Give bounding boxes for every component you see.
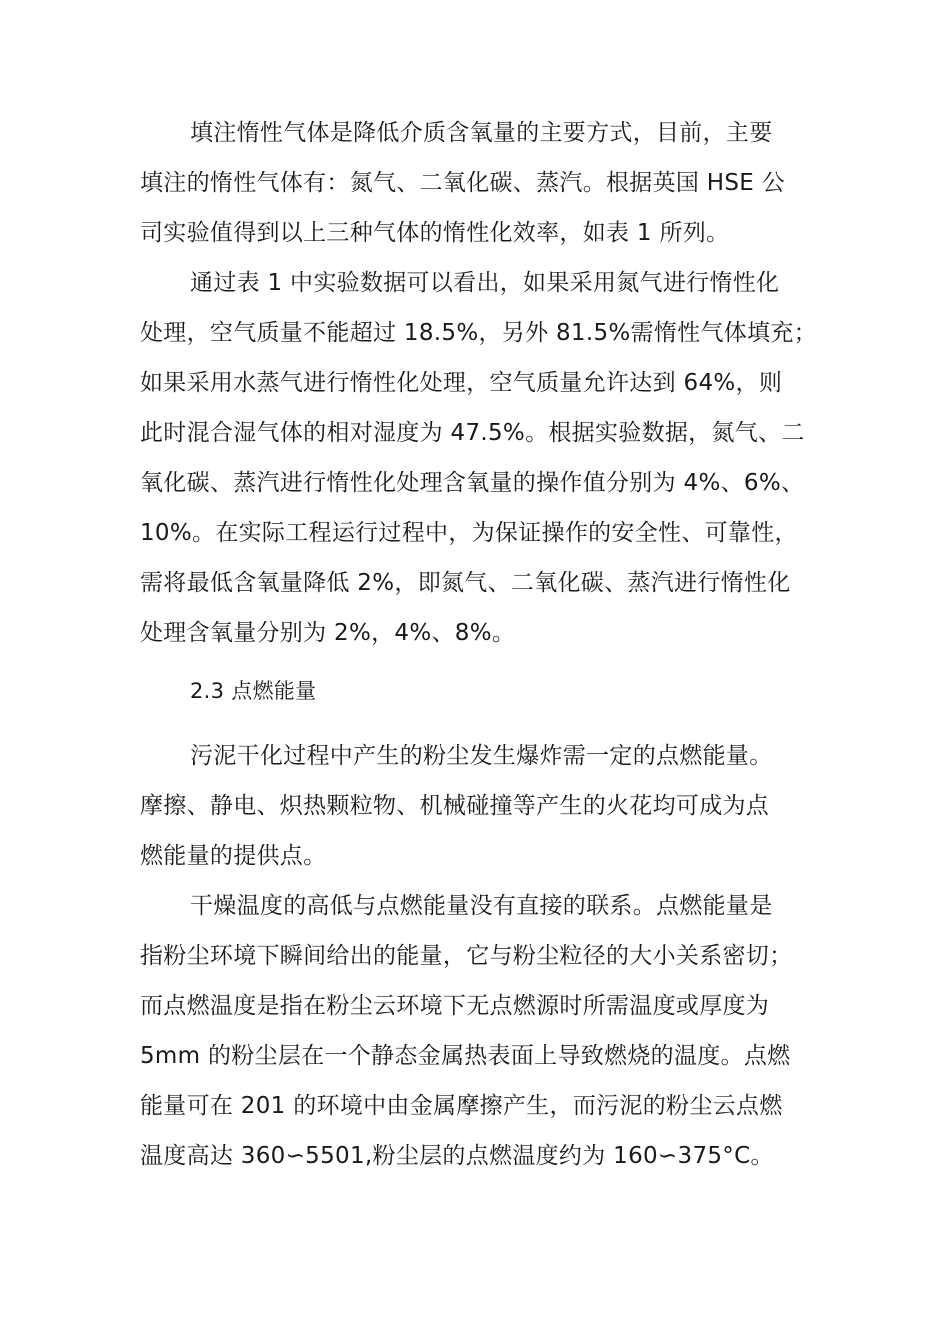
paragraph-4-line-2: 指粉尘环境下瞬间给出的能量，它与粉尘粒径的大小关系密切； [140, 943, 793, 969]
paragraph-4-line-6: 温度高达 360∽5501,粉尘层的点燃温度约为 160∽375°C。 [140, 1143, 774, 1169]
paragraph-3-line-2: 摩擦、静电、炽热颗粒物、机械碰撞等产生的火花均可成为点 [140, 793, 770, 819]
paragraph-4-line-1: 干燥温度的高低与点燃能量没有直接的联系。点燃能量是 [190, 893, 773, 919]
paragraph-4-line-4: 5mm 的粉尘层在一个静态金属热表面上导致燃烧的温度。点燃 [140, 1043, 791, 1069]
paragraph-2-line-2: 处理，空气质量不能超过 18.5%，另外 81.5%需惰性气体填充； [140, 320, 817, 346]
paragraph-1-line-2: 填注的惰性气体有：氮气、二氧化碳、蒸汽。根据英国 HSE 公 [140, 170, 786, 196]
paragraph-2-line-7: 需将最低含氧量降低 2%，即氮气、二氧化碳、蒸汽进行惰性化 [140, 570, 791, 596]
paragraph-1-line-1: 填注惰性气体是降低介质含氧量的主要方式，目前，主要 [190, 120, 773, 146]
paragraph-2-line-8: 处理含氧量分别为 2%，4%、8%。 [140, 620, 516, 646]
paragraph-4-line-5: 能量可在 201 的环境中由金属摩擦产生，而污泥的粉尘云点燃 [140, 1093, 783, 1119]
section-heading: 2.3 点燃能量 [190, 679, 317, 703]
paragraph-3-line-1: 污泥干化过程中产生的粉尘发生爆炸需一定的点燃能量。 [190, 743, 773, 769]
paragraph-1-line-3: 司实验值得到以上三种气体的惰性化效率，如表 1 所列。 [140, 220, 730, 246]
paragraph-2-line-5: 氧化碳、蒸汽进行惰性化处理含氧量的操作值分别为 4%、6%、 [140, 470, 805, 496]
paragraph-4-line-3: 而点燃温度是指在粉尘云环境下无点燃源时所需温度或厚度为 [140, 993, 770, 1019]
paragraph-2-line-1: 通过表 1 中实验数据可以看出，如果采用氮气进行惰性化 [190, 270, 780, 296]
paragraph-2-line-3: 如果采用水蒸气进行惰性化处理，空气质量允许达到 64%，则 [140, 370, 783, 396]
paragraph-3-line-3: 燃能量的提供点。 [140, 843, 327, 869]
paragraph-2-line-6: 10%。在实际工程运行过程中，为保证操作的安全性、可靠性， [140, 520, 798, 546]
paragraph-2-line-4: 此时混合湿气体的相对湿度为 47.5%。根据实验数据，氮气、二 [140, 420, 805, 446]
